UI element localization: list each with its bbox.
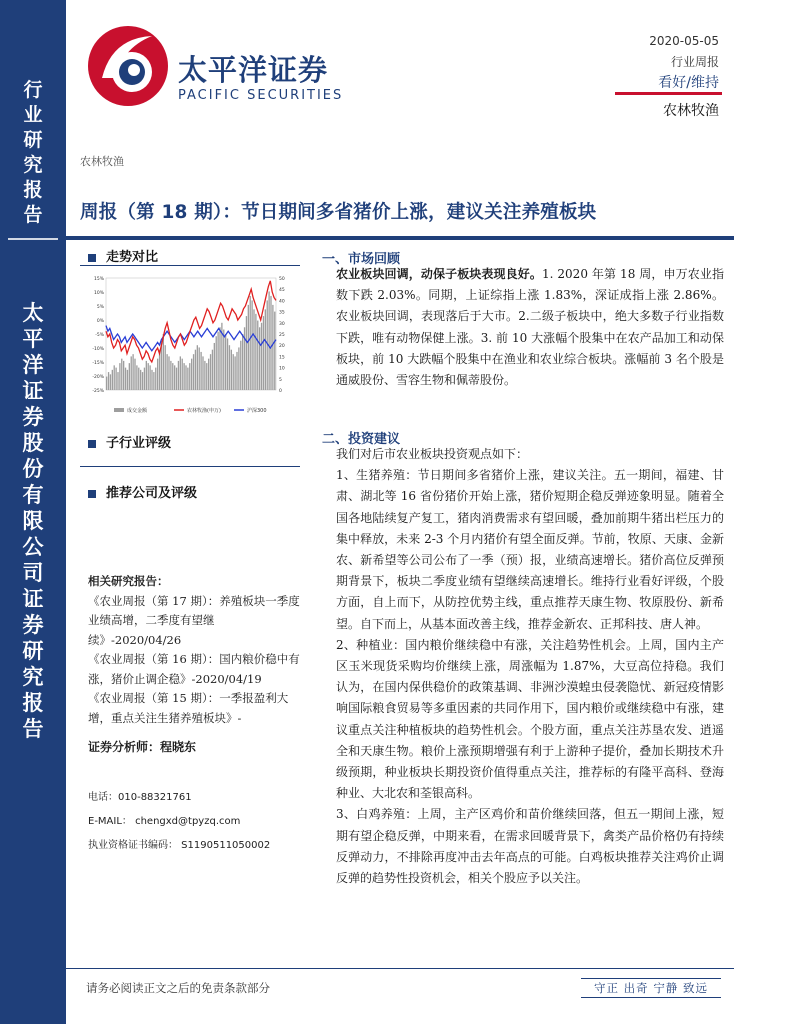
chart-volume-bar bbox=[117, 372, 118, 390]
sidebar-bottom-char: 券 bbox=[22, 405, 44, 429]
chart-volume-bar bbox=[123, 361, 124, 390]
chart-left-tick-label: 5% bbox=[96, 305, 104, 310]
chart-volume-bar bbox=[187, 368, 188, 390]
chart-volume-bar bbox=[246, 316, 247, 390]
market-review-lead: 农业板块回调，动保子板块表现良好。 bbox=[336, 267, 543, 281]
chart-volume-bar bbox=[229, 345, 230, 390]
sidebar-top-char: 行 bbox=[23, 79, 43, 101]
chart-volume-bar bbox=[257, 321, 258, 390]
chart-right-tick-label: 35 bbox=[279, 310, 285, 316]
chart-volume-bar bbox=[178, 361, 179, 390]
sidebar-bottom-char: 限 bbox=[22, 509, 44, 533]
section-rule bbox=[80, 265, 300, 266]
sidebar-bottom-char: 公 bbox=[22, 535, 44, 559]
chart-volume-bar bbox=[166, 354, 167, 390]
advice-hog: 1、生猪养殖：节日期间多省猪价上涨，建议关注。五一期间，福建、甘肃、湖北等 16 省份猪价开始上涨，猪价短期企稳反弹迹象明显。随着全国各地陆续复产复工，猪肉消费需求有望回暖，叠加前期牛猪出栏压力的集中释放，未来 2-3 个月内猪价有望全面反弹。节前，牧原、天康、金新农、新希望等公司公布了一季（预）报，业绩高速增长。猪价高位反弹预期背景下，板块二季度业绩有望继续高速增长。维持行业看好评级，个股方面，自上而下，从防控优势主线，重点推荐天康生物、牧原股份、新希望。自下而上，从基本面改善主线，推荐金新农、正邦科技、唐人神。 bbox=[336, 468, 724, 631]
chart-volume-bar bbox=[202, 356, 203, 390]
related-report-item[interactable]: 《农业周报（第 15 期）：一季报盈利大增，重点关注生猪养殖板块》- bbox=[88, 691, 289, 725]
chart-volume-bar bbox=[127, 370, 128, 390]
chart-legend-label: 成交金额 bbox=[127, 408, 148, 414]
chart-volume-bar bbox=[191, 359, 192, 390]
related-report-item[interactable]: 《农业周报（第 17 期）：养殖板块一季度业绩高增，二季度有望继续》-2020/04/26 bbox=[88, 593, 300, 647]
chart-volume-bar bbox=[274, 312, 275, 390]
chart-volume-bar bbox=[265, 309, 266, 390]
related-report-item[interactable]: 《农业周报（第 16 期）：国内粮价稳中有涨，猪价止调企稳》-2020/04/19 bbox=[88, 652, 300, 686]
chart-volume-bar bbox=[146, 361, 147, 390]
chart-volume-bar bbox=[219, 327, 220, 390]
sidebar-bottom-char: 平 bbox=[22, 327, 44, 351]
chart-legend-label: 沪深300 bbox=[247, 408, 267, 414]
sidebar-bottom-char: 太 bbox=[22, 301, 44, 325]
chart-volume-bar bbox=[214, 343, 215, 390]
chart-volume-bar bbox=[248, 305, 249, 390]
chart-volume-bar bbox=[172, 363, 173, 390]
chart-left-tick-label: 0% bbox=[96, 319, 104, 324]
sidebar-top-text bbox=[0, 78, 66, 228]
chart-volume-bar bbox=[263, 316, 264, 390]
section-recommend: 推荐公司及评级 bbox=[88, 482, 197, 501]
chart-volume-bar bbox=[176, 368, 177, 390]
report-type: 行业周报 bbox=[670, 55, 719, 69]
chart-volume-bar bbox=[272, 305, 273, 390]
chart-volume-bar bbox=[131, 356, 132, 390]
brand-name-en: PACIFIC SECURITIES bbox=[178, 88, 344, 103]
chart-volume-bar bbox=[233, 354, 234, 390]
chart-left-tick-label: -25% bbox=[92, 389, 104, 394]
chart-volume-bar bbox=[238, 347, 239, 390]
sidebar-top-char: 报 bbox=[23, 179, 43, 201]
chart-volume-bar bbox=[149, 365, 150, 390]
chart-volume-bar bbox=[200, 352, 201, 390]
square-bullet-icon bbox=[88, 254, 96, 262]
chart-right-tick-label: 20 bbox=[279, 344, 285, 350]
chart-volume-bar bbox=[168, 356, 169, 390]
chart-volume-bar bbox=[153, 372, 154, 390]
chart-volume-bar bbox=[151, 370, 152, 390]
chart-volume-bar bbox=[134, 359, 135, 390]
chart-volume-bar bbox=[268, 291, 269, 390]
chart-volume-bar bbox=[250, 296, 251, 390]
chart-volume-bar bbox=[204, 361, 205, 390]
sidebar-bottom-char: 洋 bbox=[22, 353, 44, 377]
industry-label: 农林牧渔 bbox=[663, 103, 719, 119]
chart-volume-bar bbox=[216, 336, 217, 390]
chart-right-tick-label: 25 bbox=[279, 333, 285, 338]
footer-rule bbox=[66, 968, 734, 969]
chart-volume-bar bbox=[189, 363, 190, 390]
chart-volume-bar bbox=[182, 359, 183, 390]
sidebar-bottom-char: 有 bbox=[22, 483, 44, 507]
chart-volume-bar bbox=[212, 350, 213, 390]
chart-left-tick-label: 10% bbox=[93, 291, 104, 296]
chart-volume-bar bbox=[174, 365, 175, 390]
title-rule bbox=[66, 236, 734, 240]
footer-motto: 守正 出奇 宁静 致远 bbox=[581, 978, 721, 998]
chart-volume-bar bbox=[163, 334, 164, 390]
chart-left-tick-label: -5% bbox=[95, 333, 104, 338]
report-title: 周报（第 18 期）：节日期间多省猪价上涨，建议关注养殖板块 bbox=[80, 202, 597, 223]
advice-planting: 2、种植业：国内粮价继续稳中有涨，关注趋势性机会。上周，国内主产区玉米现货采购均价继续上涨，周涨幅为 1.87%，大豆高位持稳。我们认为，在国内保供稳价的政策基调、非洲沙漠蝗虫侵袭隐忧、新冠疫情影响国际粮食贸易等多重因素的共同作用下，国内粮价或继续稳中有涨，建议重点关注种植板块的趋势性机会。个股方面，重点关注苏垦农发、逍遥全和天康生物。粮价上涨预期增强有利于上游种子提价，叠加长期技术升级预期，种业板块长期投资价值得重点关注，推荐标的有隆平高科、登海种业、大北农和荃银高科。 bbox=[336, 637, 724, 801]
chart-legend-label: 农林牧渔(申万) bbox=[187, 408, 221, 414]
related-reports-title: 相关研究报告： bbox=[88, 574, 169, 588]
chart-volume-bar bbox=[144, 368, 145, 390]
pacific-logo-icon bbox=[82, 18, 174, 110]
sidebar-bottom-char: 报 bbox=[22, 691, 44, 715]
analyst-phone: 电话：010-88321761 bbox=[88, 792, 192, 803]
report-date: 2020-05-05 bbox=[649, 34, 719, 48]
chart-volume-bar bbox=[170, 361, 171, 390]
chart-volume-bar bbox=[148, 363, 149, 390]
heading-market-review: 一、市场回顾 bbox=[322, 252, 401, 267]
chart-volume-bar bbox=[231, 350, 232, 390]
chart-right-tick-label: 30 bbox=[279, 321, 285, 327]
chart-volume-bar bbox=[165, 345, 166, 390]
chart-right-tick-label: 15 bbox=[279, 355, 285, 361]
chart-right-tick-label: 40 bbox=[279, 299, 285, 305]
industry-small-label: 农林牧渔 bbox=[80, 155, 124, 168]
chart-left-tick-label: -20% bbox=[92, 375, 104, 380]
chart-volume-bar bbox=[251, 300, 252, 390]
chart-volume-bar bbox=[261, 323, 262, 390]
analyst-license: 执业资格证书编码： S1190511050002 bbox=[88, 840, 271, 851]
chart-right-tick-label: 5 bbox=[279, 377, 282, 383]
chart-left-tick-label: -15% bbox=[92, 361, 104, 366]
chart-volume-bar bbox=[206, 363, 207, 390]
chart-volume-bar bbox=[253, 309, 254, 390]
sidebar-bottom-text bbox=[0, 300, 66, 742]
chart-volume-bar bbox=[195, 350, 196, 390]
sidebar-bottom-char: 证 bbox=[22, 587, 44, 611]
chart-volume-bar bbox=[193, 354, 194, 390]
chart-volume-bar bbox=[242, 334, 243, 390]
sidebar-bottom-char: 份 bbox=[22, 457, 44, 481]
sidebar-bottom-char: 券 bbox=[22, 613, 44, 637]
sidebar-bottom-char: 证 bbox=[22, 379, 44, 403]
chart-volume-bar bbox=[208, 359, 209, 390]
chart-volume-bar bbox=[185, 365, 186, 390]
related-reports bbox=[88, 572, 303, 728]
advice-broiler: 3、白鸡养殖：上周，主产区鸡价和苗价继续回落，但五一期间上涨，短期有望企稳反弹，中期来看，在需求回暖背景下，禽类产品价格仍有持续反弹动力，不排除再度冲击去年高点的可能。白鸡板块推荐关注鸡价止调反弹的趋势性投资机会，相关个股应予以关注。 bbox=[336, 807, 724, 886]
chart-volume-bar bbox=[140, 370, 141, 390]
chart-volume-bar bbox=[255, 314, 256, 390]
chart-volume-bar bbox=[119, 363, 120, 390]
sidebar-top-char: 业 bbox=[23, 104, 43, 126]
section-sub-industry: 子行业评级 bbox=[88, 432, 171, 451]
sidebar-bottom-char: 股 bbox=[22, 431, 44, 455]
chart-volume-bar bbox=[217, 332, 218, 390]
chart-left-tick-label: -10% bbox=[92, 347, 104, 352]
chart-volume-bar bbox=[110, 374, 111, 390]
chart-right-tick-label: 0 bbox=[279, 389, 282, 394]
chart-volume-bar bbox=[180, 356, 181, 390]
chart-volume-bar bbox=[223, 330, 224, 390]
sidebar-bottom-char: 告 bbox=[22, 717, 44, 741]
sidebar-bottom-char: 研 bbox=[22, 639, 44, 663]
chart-volume-bar bbox=[155, 368, 156, 390]
trend-chart bbox=[84, 272, 298, 422]
chart-volume-bar bbox=[236, 352, 237, 390]
chart-volume-bar bbox=[132, 354, 133, 390]
chart-volume-bar bbox=[157, 359, 158, 390]
chart-volume-bar bbox=[115, 368, 116, 390]
chart-volume-bar bbox=[197, 345, 198, 390]
chart-volume-bar bbox=[210, 354, 211, 390]
analyst-name: 证券分析师：程晓东 bbox=[88, 740, 197, 754]
chart-volume-bar bbox=[199, 347, 200, 390]
analyst-email[interactable]: E-MAIL： chengxd@tpyzq.com bbox=[88, 816, 241, 827]
sidebar-separator bbox=[8, 238, 58, 240]
chart-volume-bar bbox=[270, 296, 271, 390]
header-red-rule bbox=[615, 92, 722, 95]
sidebar-top-char: 究 bbox=[23, 154, 43, 176]
chart-right-tick-label: 50 bbox=[279, 277, 285, 282]
chart-volume-bar bbox=[259, 327, 260, 390]
chart-volume-bar bbox=[183, 363, 184, 390]
market-review-body bbox=[336, 264, 724, 391]
chart-volume-bar bbox=[125, 368, 126, 390]
section-rule bbox=[80, 466, 300, 467]
chart-right-tick-label: 45 bbox=[279, 288, 285, 294]
chart-volume-bar bbox=[227, 338, 228, 390]
square-bullet-icon bbox=[88, 440, 96, 448]
chart-volume-bar bbox=[112, 370, 113, 390]
chart-volume-bar bbox=[121, 359, 122, 390]
chart-volume-bar bbox=[225, 334, 226, 390]
sidebar bbox=[0, 0, 66, 1024]
chart-volume-bar bbox=[129, 363, 130, 390]
chart-legend-swatch bbox=[114, 408, 124, 412]
heading-investment-advice: 二、投资建议 bbox=[322, 432, 401, 447]
sidebar-top-char: 研 bbox=[23, 129, 43, 151]
chart-right-tick-label: 10 bbox=[279, 366, 285, 372]
chart-volume-bar bbox=[106, 377, 107, 390]
chart-left-tick-label: 15% bbox=[93, 277, 104, 282]
rating-label: 看好/维持 bbox=[658, 75, 719, 91]
chart-volume-bar bbox=[138, 368, 139, 390]
chart-volume-bar bbox=[114, 365, 115, 390]
sidebar-bottom-char: 司 bbox=[22, 561, 44, 585]
sidebar-top-char: 告 bbox=[23, 204, 43, 226]
chart-volume-bar bbox=[136, 365, 137, 390]
investment-advice-body bbox=[336, 444, 724, 889]
sidebar-bottom-char: 究 bbox=[22, 665, 44, 689]
chart-volume-bar bbox=[142, 372, 143, 390]
section-trend: 走势对比 bbox=[88, 246, 158, 265]
brand-name-cn: 太平洋证券 bbox=[178, 53, 329, 87]
chart-volume-bar bbox=[240, 341, 241, 390]
advice-intro: 我们对后市农业板块投资观点如下： bbox=[336, 447, 529, 461]
chart-volume-bar bbox=[108, 372, 109, 390]
chart-volume-bar bbox=[234, 356, 235, 390]
market-review-text: 1. 2020 年第 18 周，申万农业指数下跌 2.03%。同期，上证综指上涨 1.83%，深证成指上涨 2.86%。农业板块回调，表现落后于大市。2.二级子板块中，绝大多数子行业指数下跌，唯有动物保健上涨。3. 前 10 大涨幅个股集中在农产品加工和动保板块，前 10 大跌幅个股集中在渔业和农业综合板块。涨幅前 3 名个股是通威股份、雪容生物和佩蒂股份。 bbox=[336, 267, 724, 388]
footer-disclaimer: 请务必阅读正文之后的免责条款部分 bbox=[86, 981, 270, 995]
square-bullet-icon bbox=[88, 490, 96, 498]
